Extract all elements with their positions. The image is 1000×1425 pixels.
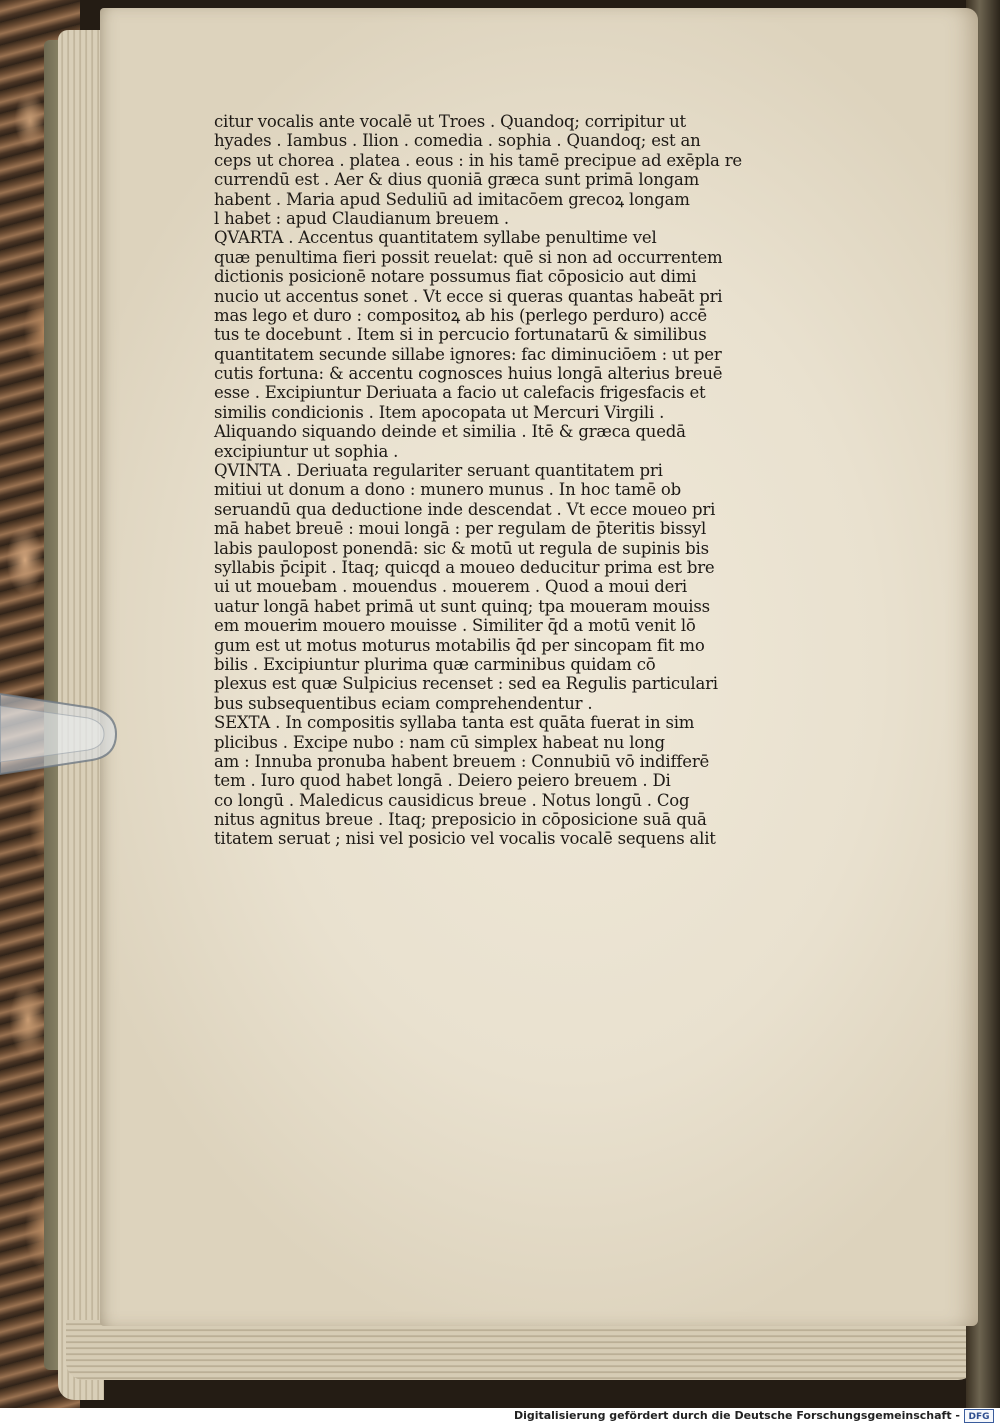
text-line: quæ penultima fieri possit reuelat: quē si non ad occurrentem: [214, 247, 723, 267]
text-line: currendū est . Aer & dius quoniā græca sunt primā longam: [214, 170, 700, 190]
footer-bar: [0, 1408, 1000, 1425]
text-line: nucio ut accentus sonet . Vt ecce si queras quantas habeāt pri: [214, 286, 723, 306]
text-line: mas lego et duro : compositoꝝ ab his (perlego perduro) accē: [214, 305, 707, 325]
text-line: seruandū qua deductione inde descendat . Vt ecce moueo pri: [214, 499, 716, 519]
text-line: bilis . Excipiuntur plurima quæ carminibus quidam cō: [214, 654, 656, 674]
text-line: QVARTA . Accentus quantitatem syllabe penultime vel: [214, 228, 657, 248]
text-line: esse . Excipiuntur Deriuata a facio ut calefacis frigesfacis et: [214, 383, 706, 403]
text-line: ceps ut chorea . platea . eous : in his tamē precipue ad exēpla re: [214, 150, 742, 170]
dfg-logo: DFG: [964, 1409, 994, 1423]
text-line: bus subsequentibus eciam comprehendentur .: [214, 693, 593, 713]
text-line: plexus est quæ Sulpicius recenset : sed ea Regulis particulari: [214, 674, 718, 694]
text-line: syllabis p̄cipit . Itaq; quicqd a moueo deducitur prima est bre: [214, 557, 715, 577]
text-line: tem . Iuro quod habet longā . Deiero peiero breuem . Di: [214, 771, 671, 791]
text-line: uatur longā habet primā ut sunt quinq; tpa moueram mouiss: [214, 596, 710, 616]
text-line: titatem seruat ; nisi vel posicio vel vocalis vocalē sequens alit: [214, 829, 716, 849]
page-text-block: [214, 112, 774, 849]
text-line: gum est ut motus moturus motabilis q̄d per sincopam fit mo: [214, 635, 705, 655]
text-line: similis condicionis . Item apocopata ut Mercuri Virgili .: [214, 402, 665, 422]
text-line: dictionis posicionē notare possumus fiat cōposicio aut dimi: [214, 267, 697, 287]
text-line: QVINTA . Deriuata regulariter seruant quantitatem pri: [214, 461, 663, 481]
text-line: plicibus . Excipe nubo : nam cū simplex habeat nu long: [214, 732, 665, 752]
text-line: nitus agnitus breue . Itaq; preposicio in cōposicione suā quā: [214, 810, 707, 830]
text-line: l habet : apud Claudianum breuem .: [214, 208, 509, 228]
page-clamp-icon: [0, 684, 118, 778]
text-line: hyades . Iambus . Ilion . comedia . sophia . Quandoq; est an: [214, 131, 701, 151]
text-line: Aliquando siquando deinde et similia . Itē & græca quedā: [214, 422, 686, 442]
text-line: mitiui ut donum a dono : munero munus . In hoc tamē ob: [214, 480, 682, 500]
text-line: am : Innuba pronuba habent breuem : Connubiū vō indifferē: [214, 751, 710, 771]
text-line: labis paulopost ponendā: sic & motū ut regula de supinis bis: [214, 538, 709, 558]
text-line: cutis fortuna: & accentu cognosces huius longā alterius breuē: [214, 364, 723, 384]
text-line: citur vocalis ante vocalē ut Troes . Quandoq; corripitur ut: [214, 112, 686, 131]
text-line: quantitatem secunde sillabe ignores: fac diminuciōem : ut per: [214, 344, 722, 364]
text-line: mā habet breuē : moui longā : per regulam de p̄teritis bissyl: [214, 519, 707, 539]
page-edges-bottom: [66, 1320, 976, 1380]
text-line: co longū . Maledicus causidicus breue . Notus longū . Cog: [214, 790, 690, 810]
text-line: ui ut mouebam . mouendus . mouerem . Quod a moui deri: [214, 577, 687, 597]
text-line: habent . Maria apud Seduliū ad imitacōem grecoꝝ longam: [214, 189, 690, 209]
text-line: em mouerim mouero mouisse . Similiter q̄d a motū venit lō: [214, 616, 696, 636]
text-line: tus te docebunt . Item si in percucio fortunatarū & similibus: [214, 325, 707, 345]
text-line: SEXTA . In compositis syllaba tanta est quāta fuerat in sim: [214, 713, 695, 733]
text-line: excipiuntur ut sophia .: [214, 441, 399, 461]
funding-credit: Digitalisierung gefördert durch die Deutsche Forschungsgemeinschaft -: [513, 1409, 960, 1422]
